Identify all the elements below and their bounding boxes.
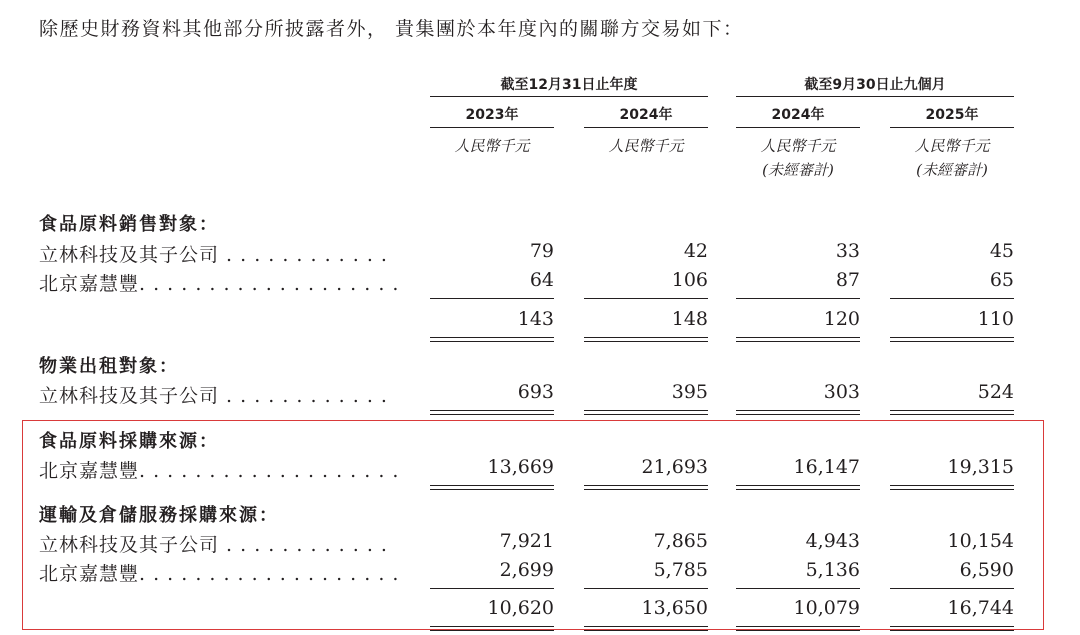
total-double-rule — [890, 630, 1014, 631]
row-label: 立林科技及其子公司 . . . . . . . . . . . . — [39, 534, 388, 556]
section-title-food-purchase: 食品原料採購來源： — [39, 431, 219, 452]
year-rule — [736, 127, 860, 128]
total-double-rule — [584, 414, 708, 415]
row-label: 北京嘉慧豐. . . . . . . . . . . . . . . . . . . — [39, 563, 400, 585]
total-double-rule — [584, 489, 708, 490]
table-cell: 21,693 — [641, 456, 708, 478]
subtotal-rule — [430, 298, 554, 299]
total-cell: 148 — [671, 308, 708, 330]
subtotal-rule — [736, 298, 860, 299]
table-cell: 42 — [683, 240, 708, 262]
table-cell: 13,669 — [487, 456, 554, 478]
table-cell: 45 — [989, 240, 1014, 262]
section-title-property: 物業出租對象： — [39, 356, 179, 377]
total-cell: 110 — [977, 308, 1014, 330]
unit-label: 人民幣千元 — [454, 137, 530, 155]
year-rule — [430, 127, 554, 128]
total-cell: 143 — [517, 308, 554, 330]
total-double-rule — [890, 626, 1014, 627]
total-double-rule — [584, 410, 708, 411]
subtotal-rule — [890, 588, 1014, 589]
total-double-rule — [430, 414, 554, 415]
total-cell: 120 — [823, 308, 860, 330]
total-cell: 16,744 — [947, 597, 1014, 619]
subtotal-rule — [736, 588, 860, 589]
total-double-rule — [584, 630, 708, 631]
unaudited-label: (未經審計) — [916, 161, 988, 179]
row-label: 北京嘉慧豐. . . . . . . . . . . . . . . . . . . — [39, 460, 400, 482]
total-double-rule — [890, 337, 1014, 338]
year-rule — [890, 127, 1014, 128]
table-cell: 87 — [835, 269, 860, 291]
table-cell: 395 — [671, 381, 708, 403]
unit-label: 人民幣千元 — [608, 137, 684, 155]
total-double-rule — [736, 337, 860, 338]
table-cell: 16,147 — [793, 456, 860, 478]
total-cell: 10,079 — [793, 597, 860, 619]
year-header-2023: 2023年 — [465, 107, 519, 123]
total-double-rule — [890, 489, 1014, 490]
table-cell: 106 — [671, 269, 708, 291]
total-double-rule — [430, 337, 554, 338]
table-cell: 7,921 — [499, 530, 554, 552]
subtotal-rule — [584, 588, 708, 589]
table-cell: 79 — [529, 240, 554, 262]
table-cell: 5,136 — [805, 559, 860, 581]
total-double-rule — [584, 341, 708, 342]
total-double-rule — [736, 485, 860, 486]
subtotal-rule — [584, 298, 708, 299]
header-group-nine-rule — [736, 96, 1014, 97]
total-double-rule — [736, 630, 860, 631]
total-double-rule — [736, 626, 860, 627]
section-title-transport: 運輸及倉儲服務採購來源： — [39, 505, 279, 526]
total-double-rule — [584, 485, 708, 486]
year-header-2024: 2024年 — [619, 107, 673, 123]
subtotal-rule — [890, 298, 1014, 299]
table-cell: 65 — [989, 269, 1014, 291]
total-double-rule — [430, 410, 554, 411]
header-group-nine-months: 截至9月30日止九個月 — [804, 77, 946, 93]
year-header-2024-nine: 2024年 — [771, 107, 825, 123]
total-double-rule — [584, 626, 708, 627]
total-double-rule — [736, 414, 860, 415]
total-double-rule — [736, 341, 860, 342]
unit-label: 人民幣千元 — [760, 137, 836, 155]
table-cell: 4,943 — [805, 530, 860, 552]
total-double-rule — [430, 626, 554, 627]
subtotal-rule — [430, 588, 554, 589]
total-double-rule — [890, 341, 1014, 342]
table-cell: 33 — [835, 240, 860, 262]
table-cell: 5,785 — [653, 559, 708, 581]
row-label: 北京嘉慧豐. . . . . . . . . . . . . . . . . . . — [39, 273, 400, 295]
total-double-rule — [430, 341, 554, 342]
table-cell: 2,699 — [499, 559, 554, 581]
total-double-rule — [890, 414, 1014, 415]
total-double-rule — [890, 485, 1014, 486]
total-double-rule — [430, 485, 554, 486]
intro-text: 除歷史財務資料其他部分所披露者外， 貴集團於本年度內的關聯方交易如下： — [39, 18, 744, 40]
total-cell: 13,650 — [641, 597, 708, 619]
table-cell: 524 — [977, 381, 1014, 403]
table-cell: 10,154 — [947, 530, 1014, 552]
row-label: 立林科技及其子公司 . . . . . . . . . . . . — [39, 244, 388, 266]
section-title-food-sales: 食品原料銷售對象： — [39, 214, 219, 235]
header-group-year: 截至12月31日止年度 — [500, 77, 638, 93]
total-double-rule — [430, 489, 554, 490]
table-cell: 19,315 — [947, 456, 1014, 478]
total-double-rule — [430, 630, 554, 631]
table-cell: 303 — [823, 381, 860, 403]
year-header-2025-nine: 2025年 — [925, 107, 979, 123]
unaudited-label: (未經審計) — [762, 161, 834, 179]
total-double-rule — [736, 489, 860, 490]
table-cell: 7,865 — [653, 530, 708, 552]
row-label: 立林科技及其子公司 . . . . . . . . . . . . — [39, 385, 388, 407]
table-cell: 6,590 — [959, 559, 1014, 581]
year-rule — [584, 127, 708, 128]
total-double-rule — [736, 410, 860, 411]
total-double-rule — [890, 410, 1014, 411]
total-cell: 10,620 — [487, 597, 554, 619]
unit-label: 人民幣千元 — [914, 137, 990, 155]
table-cell: 64 — [529, 269, 554, 291]
table-cell: 693 — [517, 381, 554, 403]
header-group-year-rule — [430, 96, 708, 97]
total-double-rule — [584, 337, 708, 338]
